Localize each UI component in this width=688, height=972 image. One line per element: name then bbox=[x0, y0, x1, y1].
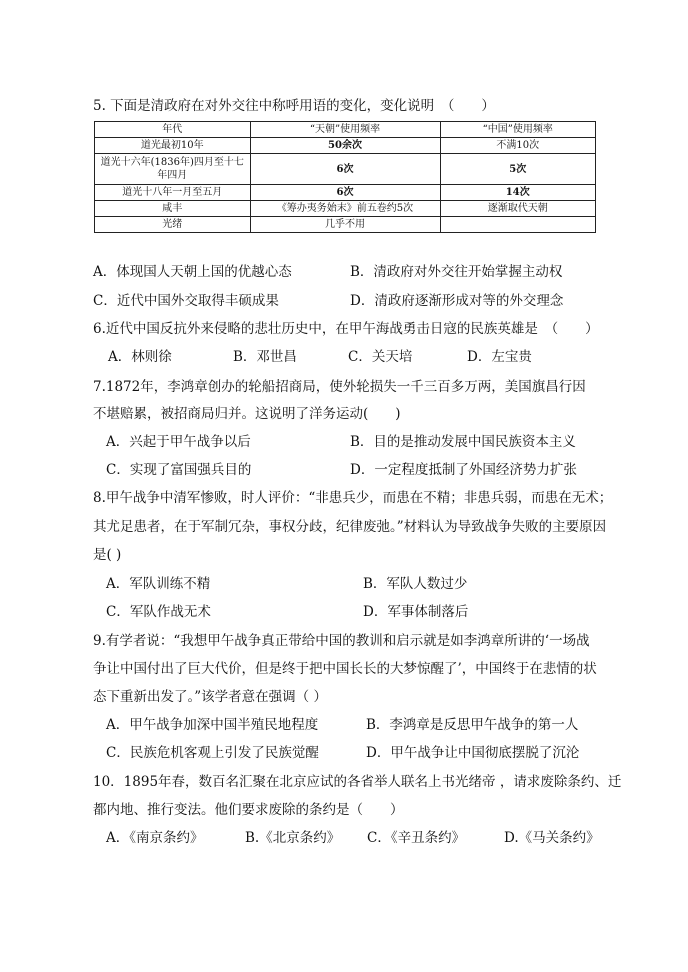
q6-stem: 6.近代中国反抗外来侵略的悲壮历史中，在甲午海战勇击日寇的民族英雄是 （ ） bbox=[93, 321, 599, 337]
q10-option-a: A．《南京条约》 bbox=[106, 830, 204, 846]
table-cell bbox=[440, 217, 595, 233]
q9-stem-line2: 争让中国付出了巨大代价，但是终于把中国长长的大梦惊醒了’，中国终于在悲情的状 bbox=[93, 661, 597, 677]
table-row bbox=[95, 185, 596, 201]
q9-option-b: B．李鸿章是反思甲午战争的第一人 bbox=[366, 717, 579, 733]
q7-stem-line2: 不堪赔累，被招商局归并。这说明了洋务运动( ) bbox=[93, 406, 401, 422]
q6-option-b: B．邓世昌 bbox=[233, 349, 297, 365]
q6-option-c: C．关天培 bbox=[348, 349, 413, 365]
table-header: “天朝”使用频率 bbox=[250, 122, 440, 138]
table-row bbox=[95, 201, 596, 217]
q6-option-a: A．林则徐 bbox=[108, 349, 172, 365]
table-cell: 不满10次 bbox=[440, 138, 595, 154]
table-cell: 《筹办夷务始末》前五卷约5次 bbox=[250, 201, 440, 217]
table-header: 年代 bbox=[95, 122, 251, 138]
q8-option-d: D．军事体制落后 bbox=[363, 604, 469, 620]
table-cell: 道光十六年(1836年)四月至十七年四月 bbox=[95, 154, 251, 185]
table-cell: 几乎不用 bbox=[250, 217, 440, 233]
q10-option-d: D.《马关条约》 bbox=[504, 830, 600, 846]
q10-option-c: C．《辛丑条约》 bbox=[367, 830, 466, 846]
table-cell: 6次 bbox=[250, 185, 440, 201]
table-header-row bbox=[95, 122, 596, 138]
table-cell: 5次 bbox=[440, 154, 595, 185]
table-cell: 咸丰 bbox=[95, 201, 251, 217]
table-cell: 50余次 bbox=[250, 138, 440, 154]
q9-option-d: D．甲午战争让中国彻底摆脱了沉沦 bbox=[366, 745, 580, 761]
q7-option-b: B．目的是推动发展中国民族资本主义 bbox=[350, 434, 576, 450]
q5-stem: 5. 下面是清政府在对外交往中称呼用语的变化，变化说明 （ ） bbox=[93, 98, 495, 114]
q5-table bbox=[94, 121, 596, 233]
q5-option-d: D．清政府逐渐形成对等的外交理念 bbox=[350, 293, 564, 309]
table-cell: 6次 bbox=[250, 154, 440, 185]
q7-option-c: C．实现了富国强兵目的 bbox=[106, 462, 252, 478]
q8-option-a: A．军队训练不精 bbox=[106, 576, 211, 592]
q8-stem-line1: 8.甲午战争中清军惨败，时人评价：“非患兵少，而患在不精；非患兵弱，而患在无术； bbox=[93, 490, 613, 506]
q5-option-a: A．体现国人天朝上国的优越心态 bbox=[93, 264, 292, 280]
q9-stem-line1: 9.有学者说：“我想甲午战争真正带给中国的教训和启示就是如李鸿章所讲的‘一场战 bbox=[93, 633, 590, 649]
table-row bbox=[95, 217, 596, 233]
q8-stem-line3: 是( ) bbox=[93, 547, 122, 563]
q8-option-c: C．军队作战无术 bbox=[106, 604, 211, 620]
q10-stem-line1: 10．1895年春，数百名汇聚在北京应试的各省举人联名上书光绪帝 ，请求废除条约、迁 bbox=[93, 774, 622, 790]
q5-option-c: C．近代中国外交取得丰硕成果 bbox=[93, 293, 279, 309]
table-cell: 道光最初10年 bbox=[95, 138, 251, 154]
q8-option-b: B．军队人数过少 bbox=[363, 576, 468, 592]
q8-stem-line2: 其尤足患者，在于军制冗杂，事权分歧，纪律废弛。”材料认为导致战争失败的主要原因 bbox=[93, 519, 607, 535]
q7-stem-line1: 7.1872年，李鸿章创办的轮船招商局，使外轮损失一千三百多万两，美国旗昌行因 bbox=[93, 379, 586, 395]
q10-stem-line2: 都内地、推行变法。他们要求废除的条约是（ ） bbox=[93, 802, 404, 818]
table-row bbox=[95, 154, 596, 185]
q5-option-b: B．清政府对外交往开始掌握主动权 bbox=[350, 264, 563, 280]
q9-option-c: C．民族危机客观上引发了民族觉醒 bbox=[106, 745, 319, 761]
table-cell: 14次 bbox=[440, 185, 595, 201]
table-cell: 逐渐取代天朝 bbox=[440, 201, 595, 217]
q9-stem-line3: 态下重新出发了。”该学者意在强调（ ） bbox=[93, 689, 327, 705]
table-header: “中国”使用频率 bbox=[440, 122, 595, 138]
q6-option-d: D．左宝贵 bbox=[467, 349, 532, 365]
q9-option-a: A．甲午战争加深中国半殖民地程度 bbox=[106, 717, 319, 733]
q10-option-b: B.《北京条约》 bbox=[245, 830, 341, 846]
table-cell: 光绪 bbox=[95, 217, 251, 233]
table-cell: 道光十八年一月至五月 bbox=[95, 185, 251, 201]
q7-option-d: D．一定程度抵制了外国经济势力扩张 bbox=[350, 462, 577, 478]
table-row bbox=[95, 138, 596, 154]
q7-option-a: A．兴起于甲午战争以后 bbox=[106, 434, 251, 450]
